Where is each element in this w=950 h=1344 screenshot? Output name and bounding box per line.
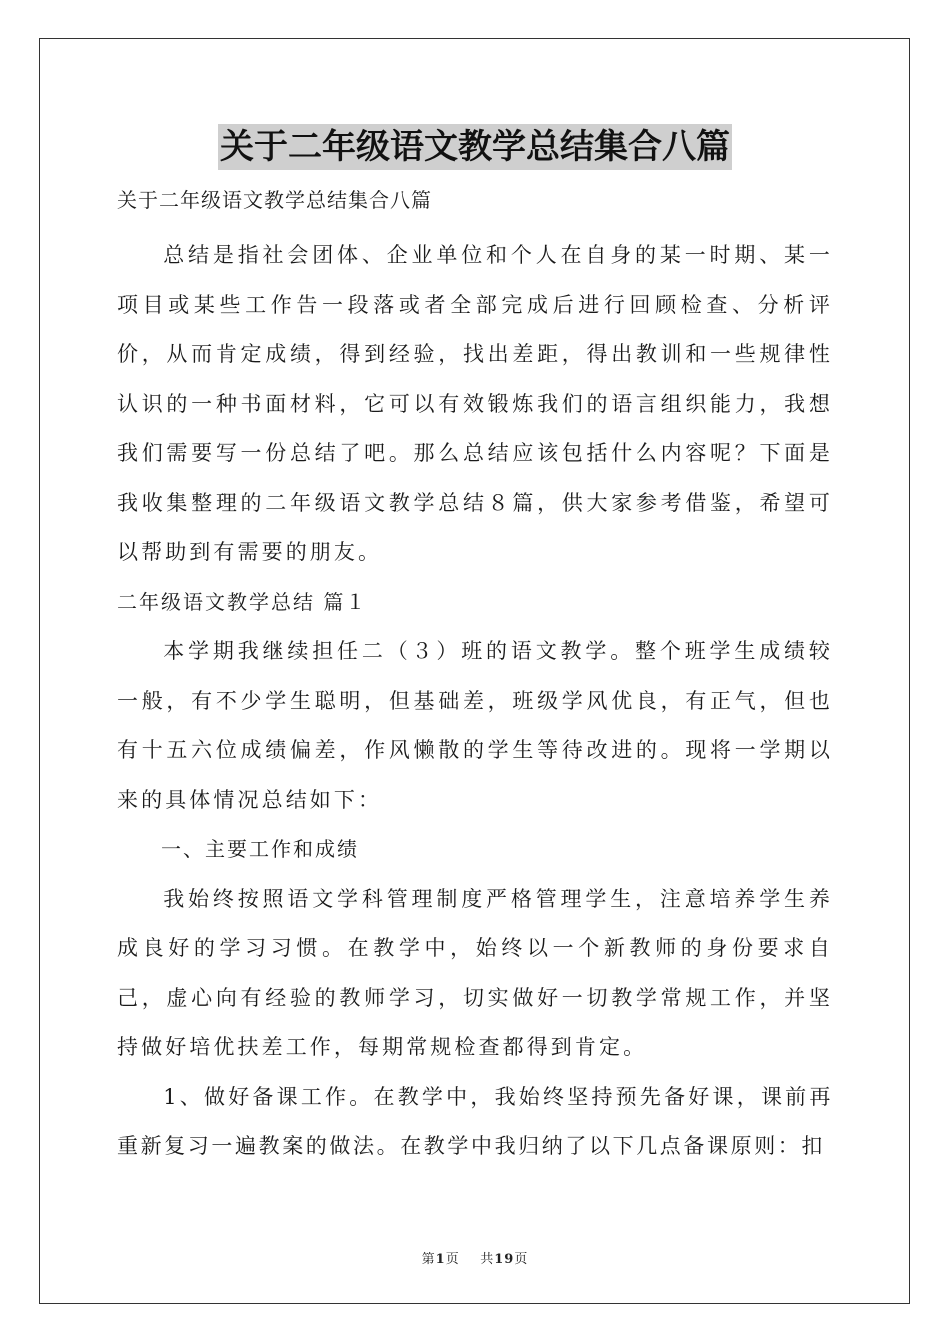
section-paragraph-3: 1、做好备课工作。在教学中，我始终坚持预先备好课，课前再重新复习一遍教案的做法。在教学中我归纳了以下几点备课原则：扣 bbox=[117, 1084, 833, 1158]
intro-paragraph: 总结是指社会团体、企业单位和个人在自身的某一时期、某一项目或某些工作告一段落或者全部完成后进行回顾检查、分析评价，从而肯定成绩，得到经验，找出差距，得出教训和一些规律性认识的一种书面材料，它可以有效锻炼我们的语言组织能力，我想我们需要写一份总结了吧。那么总结应该包括什么内容呢？下面是我收集整理的二年级语文教学总结８篇，供大家参考借鉴，希望可以帮助到有需要的朋友。 bbox=[117, 243, 833, 564]
section-paragraph-2: 我始终按照语文学科管理制度严格管理学生，注意培养学生养成良好的学习习惯。在教学中，始终以一个新教师的身份要求自己，虚心向有经验的教师学习，切实做好一切教学常规工作，并坚持做好培优扶差工作，每期常规检查都得到肯定。 bbox=[117, 886, 833, 1059]
footer-current-page: 1 bbox=[435, 1252, 446, 1267]
footer-suffix: 页 bbox=[514, 1252, 529, 1267]
footer-total-pages: 19 bbox=[494, 1252, 515, 1267]
subheading-main-work: 一、主要工作和成绩 bbox=[161, 837, 359, 861]
title-container bbox=[0, 124, 950, 170]
document-title: 关于二年级语文教学总结集合八篇 bbox=[218, 124, 732, 170]
page-footer bbox=[0, 1248, 950, 1267]
section-paragraph-1: 本学期我继续担任二（３）班的语文教学。整个班学生成绩较一般，有不少学生聪明，但基础差，班级学风优良，有正气，但也有十五六位成绩偏差，作风懒散的学生等待改进的。现将一学期以来的具体情况总结如下： bbox=[117, 639, 833, 812]
footer-mid: 页 共 bbox=[445, 1252, 495, 1267]
document-subtitle: 关于二年级语文教学总结集合八篇 bbox=[117, 188, 432, 212]
footer-prefix: 第 bbox=[421, 1252, 436, 1267]
document-body bbox=[117, 182, 833, 1172]
section-heading: 二年级语文教学总结 篇１ bbox=[117, 589, 368, 614]
